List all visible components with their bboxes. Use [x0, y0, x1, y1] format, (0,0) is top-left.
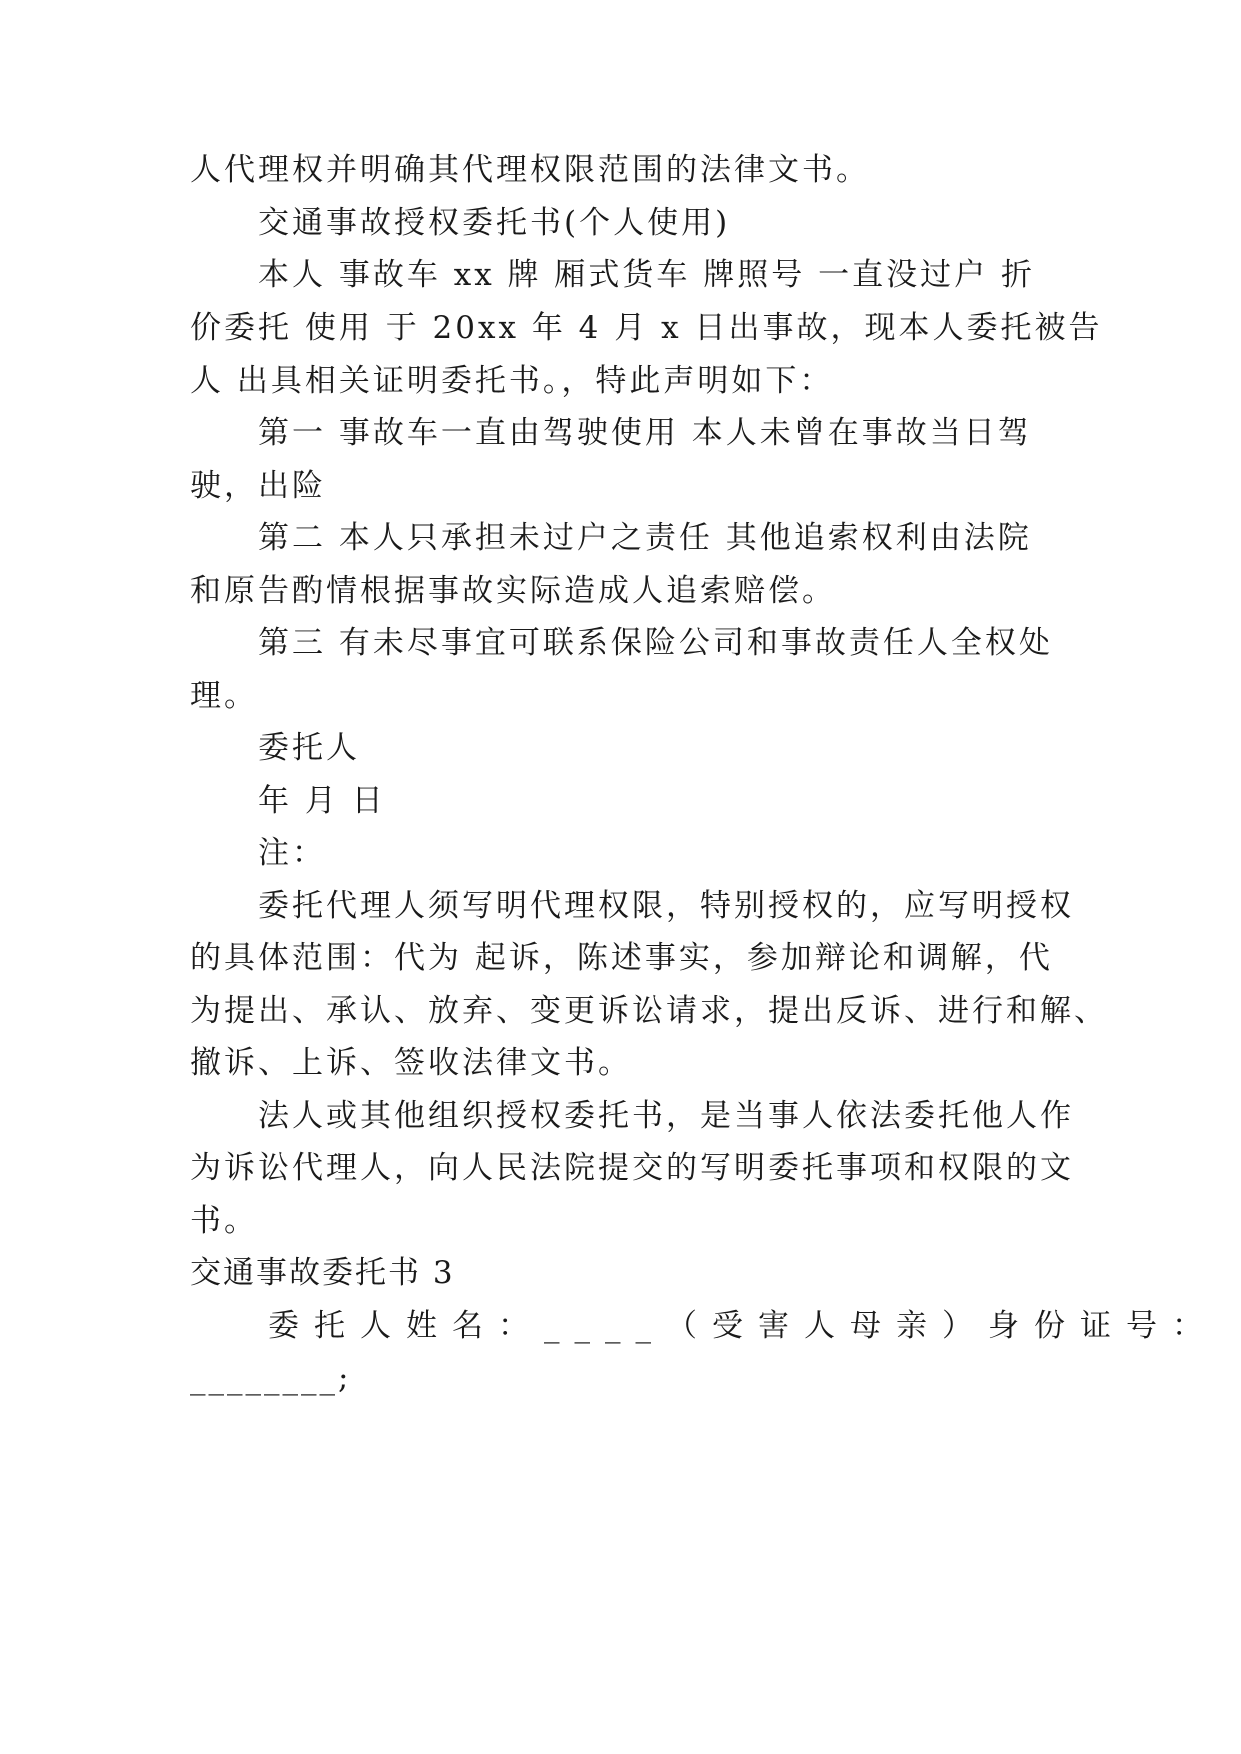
body-text-line: 人代理权并明确其代理权限范围的法律文书。 [190, 152, 870, 188]
body-text-line: 为诉讼代理人，向人民法院提交的写明委托事项和权限的文 [190, 1150, 1074, 1186]
body-text-line: 的具体范围：代为 起诉，陈述事实，参加辩论和调解，代 [190, 940, 1053, 976]
signature-label: 委托人 [258, 730, 360, 766]
body-text-line: 和原告酌情根据事故实际造成人追索赔偿。 [190, 573, 836, 609]
body-text-line: 本人 事故车 xx 牌 厢式货车 牌照号 一直没过户 折 [258, 257, 1035, 293]
body-text-line: 驶，出险 [190, 468, 326, 504]
body-text-line: 法人或其他组织授权委托书，是当事人依法委托他人作 [258, 1098, 1074, 1134]
section-title: 交通事故授权委托书(个人使用) [258, 205, 731, 241]
body-text-line: 人 出具相关证明委托书。，特此声明如下： [190, 363, 834, 399]
section-heading: 交通事故委托书 3 [190, 1255, 455, 1291]
clause-3: 第三 有未尽事宜可联系保险公司和事故责任人全权处 [258, 625, 1053, 661]
principal-name-line: 委托人姓名：____（受害人母亲）身份证号： [268, 1308, 1218, 1344]
id-number-blank: ________; [190, 1360, 352, 1396]
body-text-line: 为提出、承认、放弃、变更诉讼请求，提出反诉、进行和解、 [190, 993, 1108, 1029]
clause-1: 第一 事故车一直由驾驶使用 本人未曾在事故当日驾 [258, 415, 1032, 451]
body-text-line: 撤诉、上诉、签收法律文书。 [190, 1045, 632, 1081]
note-label: 注： [258, 835, 326, 871]
date-line: 年 月 日 [258, 783, 386, 819]
body-text-line: 理。 [190, 678, 258, 714]
body-text-line: 委托代理人须写明代理权限，特别授权的，应写明授权 [258, 888, 1074, 924]
body-text-line: 价委托 使用 于 20xx 年 4 月 x 日出事故，现本人委托被告 [190, 310, 1103, 346]
clause-2: 第二 本人只承担未过户之责任 其他追索权利由法院 [258, 520, 1032, 556]
body-text-line: 书。 [190, 1203, 258, 1239]
